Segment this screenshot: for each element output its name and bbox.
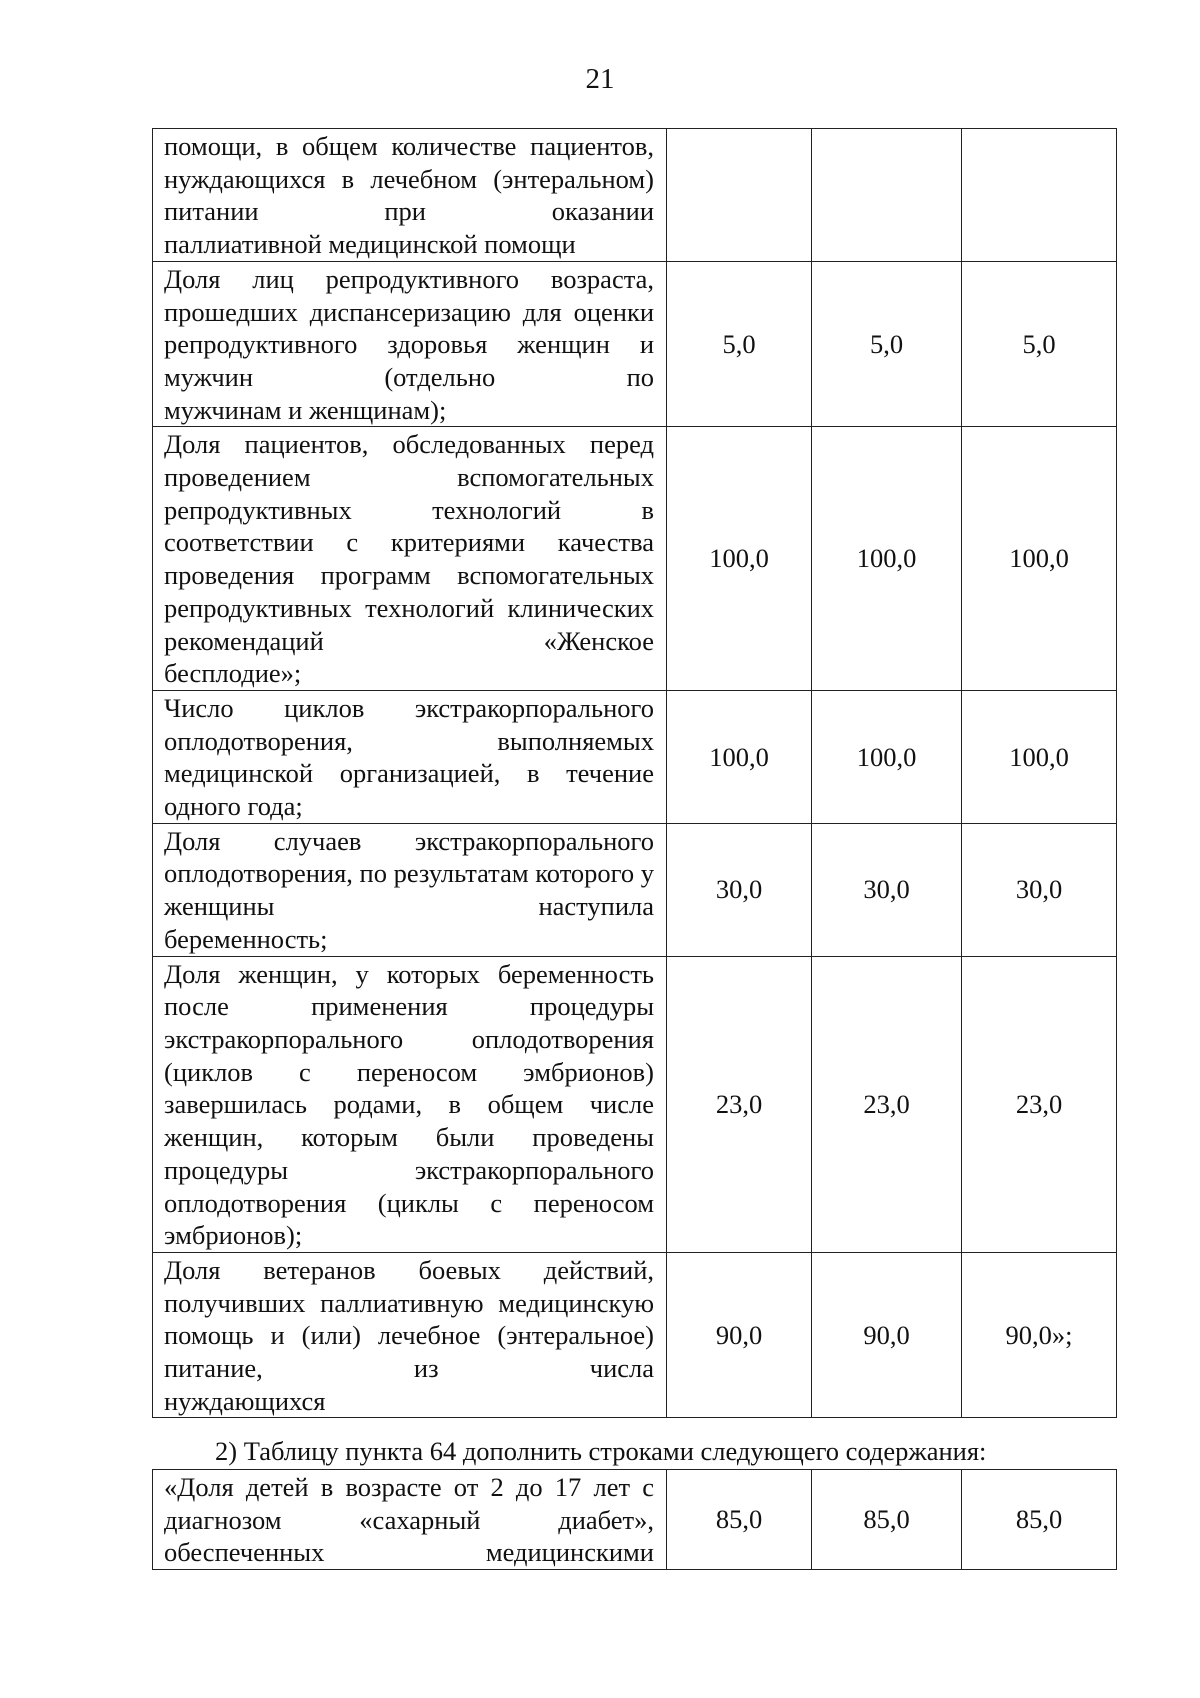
value-cell-year-2: 30,0 [812, 823, 962, 956]
indicator-text-last-line: паллиативной медицинской помощи [164, 229, 576, 260]
value-cell-year-2 [812, 129, 962, 262]
value-cell-year-2: 23,0 [812, 956, 962, 1252]
indicator-text-line: оплодотворения (циклы с переносом [164, 1187, 654, 1218]
indicator-text-line: медицинской организацией, в течение [164, 758, 654, 789]
additional-rows-table [152, 1469, 1117, 1570]
indicator-text-line: после применения процедуры [164, 991, 654, 1022]
indicators-table [152, 128, 1117, 1418]
page-number: 21 [585, 63, 615, 95]
indicator-text-line: получивших паллиативную [164, 1287, 484, 1318]
value-cell-year-3: 30,0 [962, 823, 1117, 956]
value-cell-year-2: 5,0 [812, 261, 962, 427]
value-cell-year-1: 23,0 [667, 956, 812, 1252]
indicator-text-line: процедуры экстракорпорального [164, 1154, 654, 1185]
amendment-paragraph: 2) Таблицу пункта 64 дополнить строками следующего содержания: [215, 1436, 987, 1466]
indicator-text-line: Число циклов экстракорпорального [164, 692, 654, 723]
table-row [153, 129, 1117, 262]
indicator-name-cell [153, 261, 667, 427]
indicator-text-line: оценки репродуктивного здоровья [164, 296, 654, 360]
table-row [153, 261, 1117, 427]
indicator-text-line: Доля женщин, у которых беременность [164, 958, 654, 989]
value-cell-year-2: 85,0 [812, 1470, 962, 1570]
value-cell-year-1: 100,0 [667, 427, 812, 691]
indicator-text-line: (энтеральное) питание, из числа [164, 1320, 654, 1384]
value-cell-year-3: 23,0 [962, 956, 1117, 1252]
indicator-text-line: диагнозом «сахарный диабет», [164, 1504, 654, 1535]
value-cell-year-1: 90,0 [667, 1252, 812, 1418]
indicator-text-line: пациентов, нуждающихся в лечебном [164, 131, 655, 194]
indicator-text-line: клинических рекомендаций «Женское [164, 592, 655, 656]
indicator-text-line: женщин и мужчин (отдельно по [164, 329, 654, 392]
value-cell-year-3: 100,0 [962, 427, 1117, 691]
indicator-text-line: проведения программ вспомогательных [164, 560, 654, 591]
indicator-name-cell [153, 427, 667, 691]
value-cell-year-3: 85,0 [962, 1470, 1117, 1570]
table-row [153, 1252, 1117, 1418]
indicator-text-line: Доля лиц репродуктивного возраста, [164, 263, 654, 294]
additional-rows-table-body [153, 1470, 1117, 1570]
indicator-text-line: репродуктивных технологий [164, 592, 495, 623]
indicator-text-line: Доля пациентов, обследованных перед [164, 429, 654, 460]
indicator-text-line: прошедших диспансеризацию для [164, 296, 562, 327]
indicator-text-last-line: нуждающихся [164, 1385, 326, 1416]
indicator-text-line: репродуктивных технологий в [164, 494, 654, 525]
indicator-text-line: (энтеральном) питании при оказании [164, 163, 654, 227]
value-cell-year-3: 90,0»; [962, 1252, 1117, 1418]
value-cell-year-1: 30,0 [667, 823, 812, 956]
value-cell-year-3 [962, 129, 1117, 262]
indicator-text-line: оплодотворения, по результатам [164, 858, 529, 889]
indicator-text-line: медицинскую помощь и (или) лечебное [164, 1287, 654, 1351]
value-cell-year-1 [667, 129, 812, 262]
indicator-text-last-line: одного года; [164, 791, 303, 822]
table-row [153, 823, 1117, 956]
indicator-text-last-line: беременность; [164, 923, 328, 954]
indicator-name-cell [153, 1470, 667, 1570]
indicator-text-line: проведением вспомогательных [164, 462, 654, 493]
value-cell-year-1: 5,0 [667, 261, 812, 427]
indicator-name-cell [153, 956, 667, 1252]
indicator-text-line: которого у женщины наступила [164, 858, 655, 922]
value-cell-year-1: 85,0 [667, 1470, 812, 1570]
indicator-name-cell [153, 690, 667, 823]
indicator-name-cell [153, 823, 667, 956]
indicator-text-line: «Доля детей в возрасте от 2 до 17 лет с [164, 1472, 654, 1502]
indicator-text-last-line: бесплодие»; [164, 658, 302, 689]
value-cell-year-2: 100,0 [812, 427, 962, 691]
indicator-text-line: оплодотворения, выполняемых [164, 725, 654, 756]
indicator-text-line: женщин, которым были проведены [164, 1122, 654, 1153]
indicator-text-line: Доля ветеранов боевых действий, [164, 1254, 654, 1285]
indicator-text-last-line: эмбрионов); [164, 1220, 303, 1251]
value-cell-year-3: 100,0 [962, 690, 1117, 823]
table-row [153, 690, 1117, 823]
indicator-text-line: обеспеченных медицинскими [164, 1537, 654, 1568]
table-row [153, 956, 1117, 1252]
indicator-text-line: Доля случаев экстракорпорального [164, 825, 654, 856]
table-row [153, 427, 1117, 691]
indicator-name-cell [153, 1252, 667, 1418]
value-cell-year-2: 100,0 [812, 690, 962, 823]
indicator-text-last-line: мужчинам и женщинам); [164, 394, 447, 425]
indicator-text-line: (циклов с переносом эмбрионов) [164, 1056, 654, 1087]
indicator-text-line: завершилась родами, в общем числе [164, 1089, 654, 1120]
value-cell-year-1: 100,0 [667, 690, 812, 823]
indicator-text-line: экстракорпорального оплодотворения [164, 1023, 654, 1054]
value-cell-year-2: 90,0 [812, 1252, 962, 1418]
indicators-table-body [153, 129, 1117, 1418]
indicator-text-line: помощи, в общем количестве [164, 131, 517, 161]
table-row [153, 1470, 1117, 1570]
indicator-text-line: соответствии с критериями качества [164, 527, 654, 558]
value-cell-year-3: 5,0 [962, 261, 1117, 427]
indicator-name-cell [153, 129, 667, 262]
